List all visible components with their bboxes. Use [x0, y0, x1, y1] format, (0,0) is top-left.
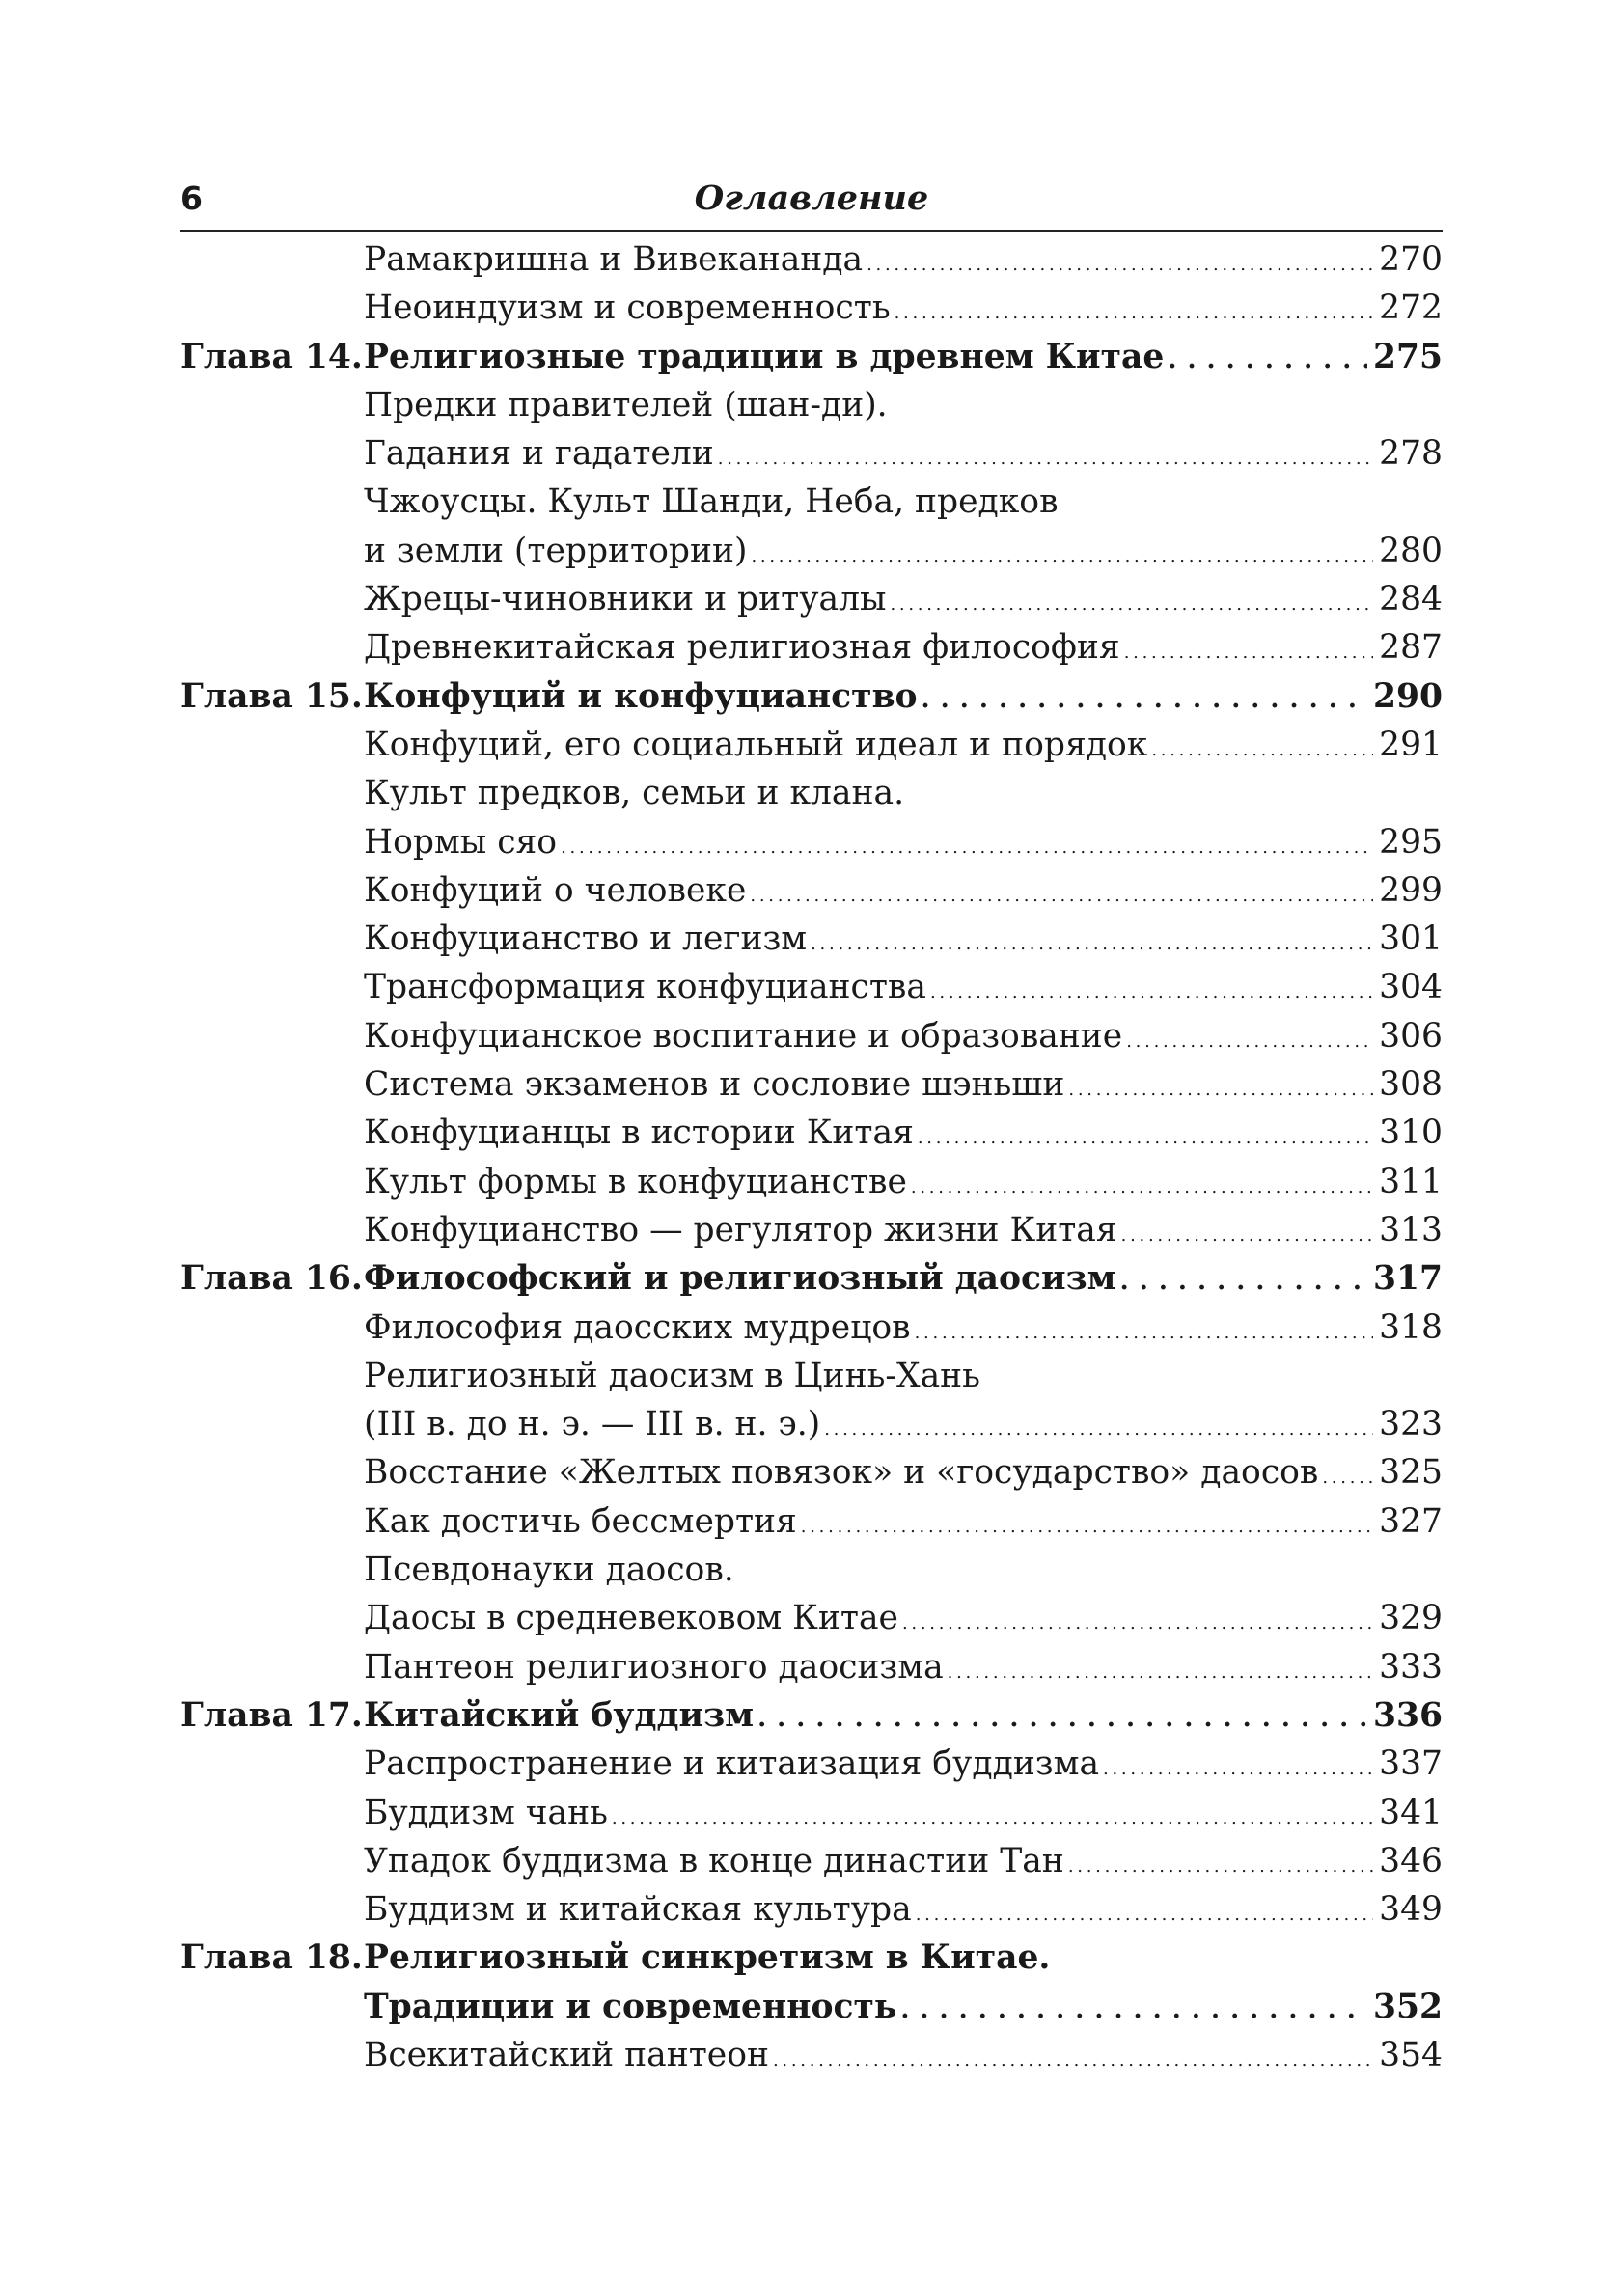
entry-title: Неоиндуизм и современность [364, 288, 891, 328]
toc-line [364, 1885, 1443, 1939]
entry-title: Псевдонауки даосов. [364, 1551, 734, 1590]
toc-line [364, 1012, 1443, 1066]
entry-title: Традиции и современность [364, 1987, 897, 2026]
entry-page-number: 325 [1379, 1453, 1443, 1493]
entry-page-number: 291 [1379, 725, 1443, 764]
toc-entry [180, 1109, 1443, 1157]
entry-page-number: 318 [1379, 1307, 1443, 1347]
toc-entry [180, 1837, 1443, 1885]
toc-line [364, 721, 1443, 775]
toc-entry [180, 2031, 1443, 2079]
entry-page-number: 270 [1379, 240, 1443, 279]
entry-title: Конфуцианство и легизм [364, 920, 808, 959]
toc-line [364, 527, 1443, 581]
toc-entry [180, 1304, 1443, 1352]
dot-leader [1120, 1254, 1367, 1305]
entry-title: Нормы сяо [364, 822, 558, 862]
toc-line [364, 1837, 1443, 1891]
entry-page-number: 275 [1372, 337, 1443, 376]
entry-page-number: 284 [1379, 580, 1443, 619]
toc-line [364, 1789, 1443, 1843]
toc-entry [180, 866, 1443, 915]
toc-chapter-entry [180, 333, 1443, 381]
toc-line [364, 963, 1443, 1017]
toc-entry [180, 1158, 1443, 1206]
dot-leader [773, 2031, 1373, 2085]
entry-page-number: 317 [1372, 1259, 1443, 1299]
entry-page-number: 272 [1379, 288, 1443, 328]
toc-line [364, 673, 1443, 724]
entry-title: Китайский буддизм [364, 1695, 755, 1735]
toc-entry [180, 527, 1443, 575]
toc-line [364, 1691, 1443, 1743]
page-header [180, 174, 1443, 232]
chapter-number: Глава 17. [180, 1695, 363, 1735]
entry-title: Культ формы в конфуцианстве [364, 1162, 907, 1201]
entry-title: Философский и религиозный даосизм [364, 1259, 1116, 1299]
entry-title: Гадания и гадатели [364, 434, 714, 474]
toc-line [364, 478, 1443, 526]
toc-line [364, 1497, 1443, 1551]
toc-line [364, 381, 1443, 429]
entry-page-number: 287 [1379, 628, 1443, 668]
toc-line [364, 575, 1443, 629]
entry-page-number: 280 [1379, 531, 1443, 570]
toc-line [364, 1643, 1443, 1697]
toc-chapter-entry [180, 1934, 1443, 1982]
entry-page-number: 327 [1379, 1501, 1443, 1541]
dot-leader [757, 1691, 1367, 1743]
page-number: 6 [180, 179, 203, 217]
entry-title: Религиозные традиции в древнем Китае [364, 337, 1165, 376]
toc-entry [180, 1885, 1443, 1934]
entry-title: Культ предков, семьи и клана. [364, 774, 905, 813]
entry-page-number: 323 [1379, 1405, 1443, 1444]
toc-entry [180, 575, 1443, 623]
entry-page-number: 329 [1379, 1599, 1443, 1638]
dot-leader [811, 915, 1373, 969]
entry-page-number: 341 [1379, 1793, 1443, 1832]
toc-line [364, 915, 1443, 969]
toc-chapter-entry [180, 673, 1443, 721]
dot-leader [718, 429, 1373, 483]
dot-leader [918, 1109, 1373, 1163]
toc-entry [180, 1594, 1443, 1642]
entry-title: Конфуций, его социальный идеал и порядок [364, 725, 1148, 764]
toc-entry [180, 818, 1443, 866]
entry-title: Трансформация конфуцианства [364, 968, 926, 1007]
dot-leader [915, 1304, 1374, 1358]
entry-page-number: 304 [1379, 968, 1443, 1007]
toc-entry [180, 235, 1443, 284]
dot-leader [1124, 623, 1373, 677]
toc-entry [180, 1546, 1443, 1594]
toc-entry [180, 1740, 1443, 1788]
chapter-number: Глава 15. [180, 676, 363, 716]
chapter-number: Глава 18. [180, 1938, 363, 1978]
entry-page-number: 278 [1379, 434, 1443, 474]
toc-entry [180, 284, 1443, 332]
toc-entry [180, 915, 1443, 963]
entry-title: Жрецы-чиновники и ритуалы [364, 580, 887, 619]
entry-title: Пантеон религиозного даосизма [364, 1647, 944, 1687]
toc-line [364, 1594, 1443, 1648]
toc-chapter-entry [180, 1691, 1443, 1740]
dot-leader [1068, 1837, 1373, 1891]
toc-line [364, 1206, 1443, 1260]
entry-page-number: 352 [1372, 1987, 1443, 2026]
dot-leader [922, 673, 1367, 724]
dot-leader [1151, 721, 1373, 775]
entry-title: Религиозный синкретизм в Китае. [364, 1938, 1051, 1978]
entry-page-number: 308 [1379, 1065, 1443, 1105]
toc-entry [180, 963, 1443, 1011]
toc-line [364, 2031, 1443, 2085]
toc-line [364, 1060, 1443, 1114]
entry-title: Восстание «Желтых повязок» и «государство» даосов [364, 1453, 1319, 1493]
toc-line [364, 1109, 1443, 1163]
entry-title: (III в. до н. э. — III в. н. э.) [364, 1405, 821, 1444]
entry-page-number: 354 [1379, 2035, 1443, 2074]
dot-leader [1068, 1060, 1373, 1114]
toc-line [364, 235, 1443, 289]
entry-title: Система экзаменов и сословие шэньши [364, 1065, 1065, 1105]
entry-title: Рамакришна и Вивекананда [364, 240, 864, 279]
entry-title: Философия даосских мудрецов [364, 1307, 911, 1347]
toc-line [364, 769, 1443, 817]
toc-line [364, 1158, 1443, 1212]
dot-leader [612, 1789, 1373, 1843]
toc-entry [180, 478, 1443, 526]
toc-entry [180, 623, 1443, 672]
toc-line [364, 623, 1443, 677]
toc-entry [180, 769, 1443, 817]
toc-line [364, 333, 1443, 384]
entry-title: Чжоусцы. Культ Шанди, Неба, предков [364, 482, 1059, 522]
toc-entry [180, 381, 1443, 429]
toc-chapter-entry [180, 1983, 1443, 2031]
toc-line [364, 866, 1443, 920]
entry-title: Предки правителей (шан-ди). [364, 385, 888, 425]
toc-entry [180, 1497, 1443, 1546]
toc-line [364, 1740, 1443, 1794]
toc-line [364, 429, 1443, 483]
entry-title: Конфуций о человеке [364, 870, 747, 910]
dot-leader [895, 284, 1374, 338]
entry-page-number: 336 [1372, 1695, 1443, 1735]
dot-leader [751, 527, 1373, 581]
toc-line [364, 818, 1443, 872]
toc-entry [180, 1400, 1443, 1448]
dot-leader [1322, 1448, 1373, 1502]
toc-line [364, 1983, 1443, 2034]
entry-title: Распространение и китаизация буддизма [364, 1744, 1100, 1784]
entry-title: Религиозный даосизм в Цинь-Хань [364, 1356, 980, 1395]
running-title: Оглавление [694, 178, 929, 218]
toc-line [364, 1352, 1443, 1400]
entry-page-number: 346 [1379, 1841, 1443, 1881]
entry-title: Древнекитайская религиозная философия [364, 628, 1120, 668]
entry-title: Всекитайский пантеон [364, 2035, 769, 2074]
dot-leader [824, 1400, 1373, 1454]
entry-title: Конфуцианцы в истории Китая [364, 1113, 914, 1153]
entry-title: Упадок буддизма в конце династии Тан [364, 1841, 1064, 1881]
entry-page-number: 310 [1379, 1113, 1443, 1153]
chapter-number: Глава 16. [180, 1259, 363, 1299]
toc-entry [180, 1206, 1443, 1254]
dot-leader [801, 1497, 1373, 1551]
entry-page-number: 349 [1379, 1890, 1443, 1930]
dot-leader [911, 1158, 1373, 1212]
book-page [180, 174, 1443, 2079]
dot-leader [916, 1885, 1373, 1939]
toc-line [364, 1546, 1443, 1594]
entry-page-number: 311 [1379, 1162, 1443, 1201]
entry-title: Конфуцианское воспитание и образование [364, 1016, 1123, 1056]
toc-entry [180, 1789, 1443, 1837]
toc-line [364, 1448, 1443, 1502]
dot-leader [1121, 1206, 1374, 1260]
entry-page-number: 337 [1379, 1744, 1443, 1784]
dot-leader [1103, 1740, 1373, 1794]
dot-leader [750, 866, 1373, 920]
dot-leader [1126, 1012, 1373, 1066]
entry-title: и земли (территории) [364, 531, 748, 570]
dot-leader [890, 575, 1373, 629]
entry-page-number: 295 [1379, 822, 1443, 862]
entry-page-number: 299 [1379, 870, 1443, 910]
entry-page-number: 333 [1379, 1647, 1443, 1687]
dot-leader [561, 818, 1373, 872]
toc-entry [180, 1448, 1443, 1496]
toc-entry [180, 429, 1443, 478]
toc-line [364, 1400, 1443, 1454]
toc-entry [180, 1643, 1443, 1691]
entry-title: Конфуций и конфуцианство [364, 676, 918, 716]
toc-chapter-entry [180, 1254, 1443, 1303]
toc-entry [180, 1012, 1443, 1060]
entry-page-number: 301 [1379, 920, 1443, 959]
toc-entry [180, 1352, 1443, 1400]
dot-leader [1168, 333, 1367, 384]
table-of-contents [180, 235, 1443, 2079]
entry-title: Как достичь бессмертия [364, 1501, 797, 1541]
entry-page-number: 290 [1372, 676, 1443, 716]
dot-leader [930, 963, 1373, 1017]
toc-line [364, 1304, 1443, 1358]
entry-page-number: 313 [1379, 1210, 1443, 1249]
toc-entry [180, 1060, 1443, 1109]
entry-title: Буддизм чань [364, 1793, 608, 1832]
toc-entry [180, 721, 1443, 769]
chapter-number: Глава 14. [180, 337, 363, 376]
entry-title: Даосы в средневековом Китае [364, 1599, 898, 1638]
dot-leader [867, 235, 1373, 289]
toc-line [364, 284, 1443, 338]
entry-title: Буддизм и китайская культура [364, 1890, 912, 1930]
toc-line [364, 1254, 1443, 1305]
entry-title: Конфуцианство — регулятор жизни Китая [364, 1210, 1117, 1249]
dot-leader [902, 1594, 1373, 1648]
dot-leader [900, 1983, 1367, 2034]
toc-line [364, 1934, 1443, 1982]
dot-leader [948, 1643, 1373, 1697]
entry-page-number: 306 [1379, 1016, 1443, 1056]
